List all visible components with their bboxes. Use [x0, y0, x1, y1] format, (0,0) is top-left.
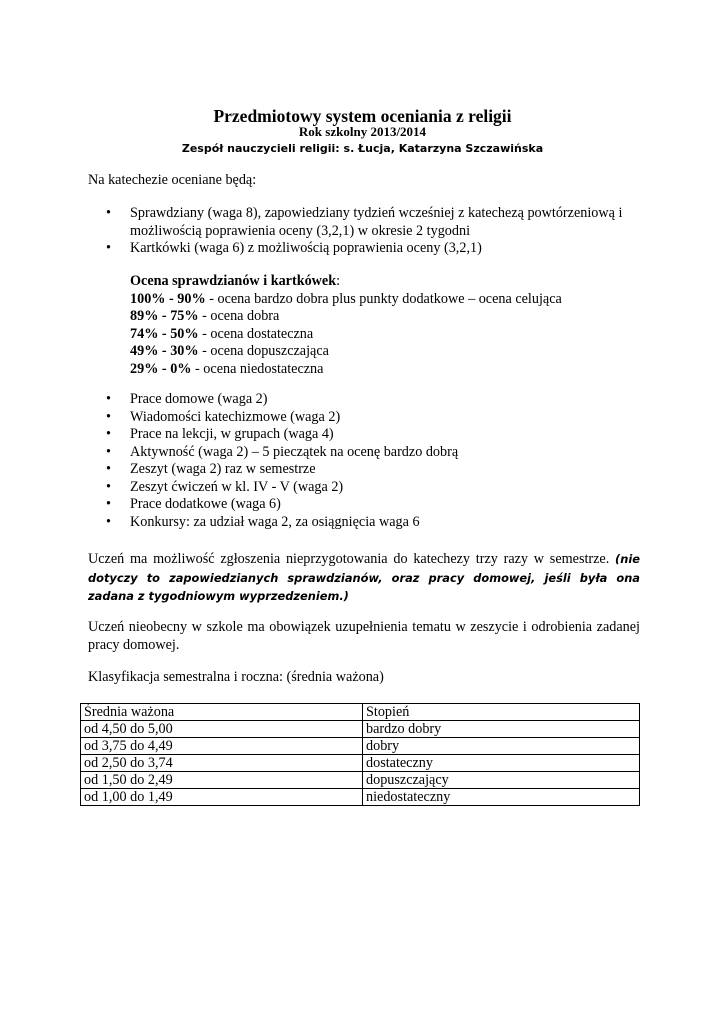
table-header-cell: Stopień — [363, 704, 640, 721]
table-row — [81, 721, 640, 738]
table-cell: od 1,50 do 2,49 — [81, 772, 363, 789]
bullet-icon: • — [106, 513, 111, 530]
table-header-row — [81, 704, 640, 721]
scale-row: 74% - 50% - ocena dostateczna — [130, 325, 314, 342]
list-item: • Prace domowe (waga 2) — [106, 391, 268, 407]
scale-row: 49% - 30% - ocena dopuszczająca — [130, 343, 329, 359]
table-row — [81, 772, 640, 789]
table-cell: bardzo dobry — [363, 721, 640, 738]
bullet-icon: • — [106, 443, 111, 460]
bullet-icon: • — [106, 478, 111, 495]
assessment-list-other — [106, 391, 646, 531]
list-item — [106, 205, 646, 240]
table-row — [81, 755, 640, 772]
grading-scale-heading: Ocena sprawdzianów i kartkówek: — [130, 273, 341, 289]
list-item: • Aktywność (waga 2) – 5 pieczątek na ocenę bardzo dobrą — [106, 443, 459, 460]
table-cell: dobry — [363, 738, 640, 755]
list-item — [106, 240, 646, 258]
unprepared-paragraph: Uczeń ma możliwość zgłoszenia nieprzygotowania do katechezy trzy razy w semestrze. (nie dotyczy to zapowiedzianych sprawdzianów, oraz pracy domowej, jeśli była ona zadana z tygodniowym wyprzedzeniem.) — [88, 551, 640, 603]
document-title: Przedmiotowy system oceniania z religii — [213, 106, 512, 126]
scale-row: 29% - 0% - ocena niedostateczna — [130, 360, 324, 377]
table-row — [81, 789, 640, 806]
bullet-icon: • — [106, 205, 111, 221]
grades-table — [80, 703, 640, 806]
absent-paragraph: Uczeń nieobecny w szkole ma obowiązek uzupełnienia tematu w zeszycie i odrobienia zadanej pracy domowej. — [88, 619, 640, 653]
table-cell: od 4,50 do 5,00 — [81, 721, 363, 738]
bullet-icon: • — [106, 391, 111, 407]
table-cell: od 2,50 do 3,74 — [81, 755, 363, 772]
list-item: • Prace dodatkowe (waga 6) — [106, 496, 281, 512]
school-year: Rok szkolny 2013/2014 — [298, 124, 427, 139]
table-cell: dostateczny — [363, 755, 640, 772]
table-row — [81, 738, 640, 755]
unprepared-note: (nie dotyczy to zapowiedzianych sprawdzianów, oraz pracy domowej, jeśli była ona zadana z tygodniowym wyprzedzeniem.) — [88, 552, 640, 603]
list-item: • Konkursy: za udział waga 2, za osiągnięcia waga 6 — [106, 513, 420, 530]
table-header-cell: Średnia ważona — [81, 704, 363, 721]
list-item: • Prace na lekcji, w grupach (waga 4) — [106, 426, 334, 442]
table-cell: niedostateczny — [363, 789, 640, 806]
grading-scale — [130, 273, 650, 378]
assessment-list-main — [106, 205, 646, 258]
teacher-team: Zespół nauczycieli religii: s. Łucja, Katarzyna Szczawińska — [181, 142, 544, 155]
bullet-icon: • — [106, 496, 111, 512]
intro-text: Na katechezie oceniane będą: — [88, 172, 257, 188]
table-cell: dopuszczający — [363, 772, 640, 789]
bullet-icon: • — [106, 240, 111, 256]
list-item: • Zeszyt ćwiczeń w kl. IV - V (waga 2) — [106, 478, 344, 495]
list-item: • Zeszyt (waga 2) raz w semestrze — [106, 461, 316, 477]
list-item: • Wiadomości katechizmowe (waga 2) — [106, 408, 341, 425]
list-item-text: Sprawdziany (waga 8), zapowiedziany tydzień wcześniej z katechezą powtórzeniową i możliwością poprawienia oceny (3,2,1) w okresie 2 tygodni — [130, 205, 623, 239]
scale-row: 100% - 90% - ocena bardzo dobra plus punkty dodatkowe – ocena celująca — [130, 290, 562, 307]
bullet-icon: • — [106, 408, 111, 425]
classification-label: Klasyfikacja semestralna i roczna: (średnia ważona) — [88, 669, 384, 685]
table-cell: od 3,75 do 4,49 — [81, 738, 363, 755]
bullet-icon: • — [106, 426, 111, 442]
list-item-text: Kartkówki (waga 6) z możliwością poprawienia oceny (3,2,1) — [130, 240, 482, 256]
scale-row: 89% - 75% - ocena dobra — [130, 308, 280, 324]
bullet-icon: • — [106, 461, 111, 477]
table-cell: od 1,00 do 1,49 — [81, 789, 363, 806]
